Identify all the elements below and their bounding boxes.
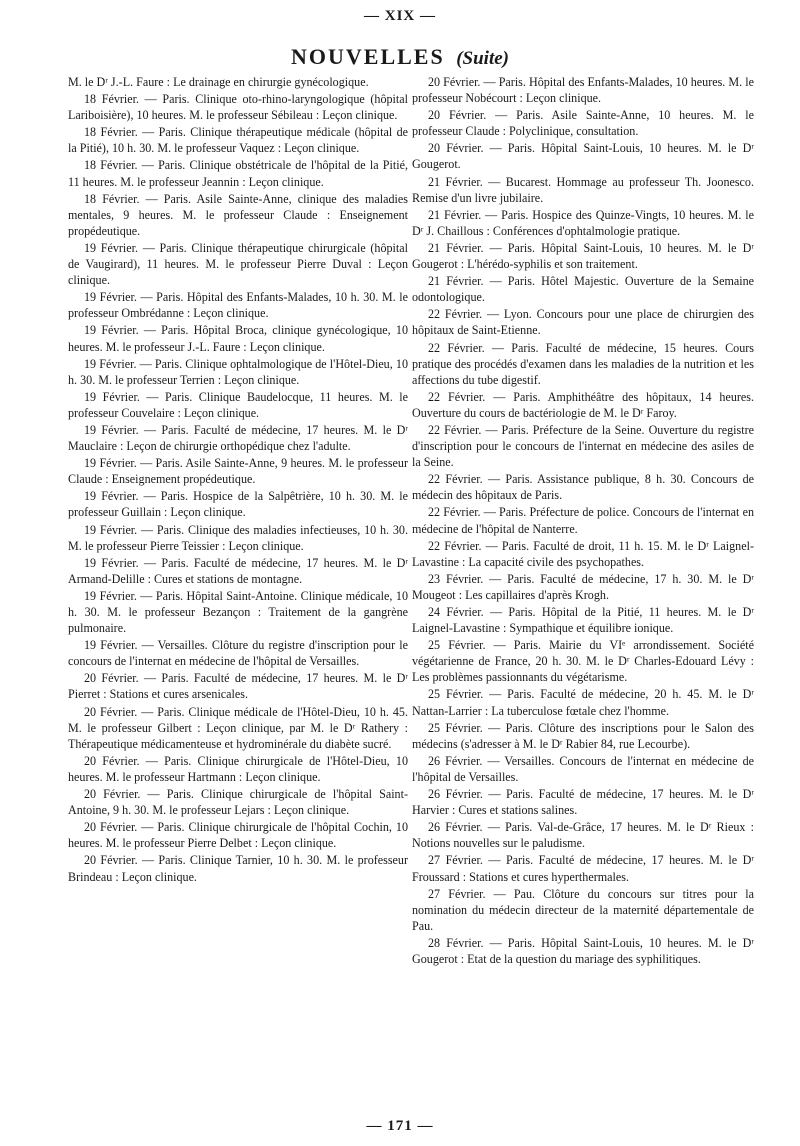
news-entry: 19 Février. — Paris. Faculté de médecine, 17 heures. M. le Dʳ Mauclaire : Leçon de chirurgie orthopédique chez l'adulte. xyxy=(68,422,408,454)
news-entry: 20 Février. — Paris. Hôpital des Enfants-Malades, 10 heures. M. le professeur Nobécourt : Leçon clinique. xyxy=(412,75,754,106)
news-entry: 20 Février. — Paris. Clinique Tarnier, 10 h. 30. M. le professeur Brindeau : Leçon clinique. xyxy=(68,853,408,884)
news-entry: 25 Février. — Paris. Mairie du VIᵉ arrondissement. Société végétarienne de France, 20 h. 30. M. le Dʳ Charles-Edouard Lévy : Les problèmes passionnants du végétarisme. xyxy=(412,638,754,685)
news-entry: 22 Février. — Paris. Préfecture de police. Concours de l'internat en médecine de l'hôpital de Nanterre. xyxy=(412,505,754,536)
news-entry: 27 Février. — Paris. Faculté de médecine, 17 heures. M. le Dʳ Froussard : Stations et cures hyperthermales. xyxy=(412,853,754,884)
news-entry: 21 Février. — Bucarest. Hommage au professeur Th. Joonesco. Remise d'un livre jubilaire. xyxy=(412,174,754,205)
section-heading xyxy=(0,44,800,72)
news-entry: 27 Février. — Pau. Clôture du concours sur titres pour la nomination du médecin directeur de la maternité départementale de Pau. xyxy=(412,886,754,933)
page-number: — 171 — xyxy=(366,1118,434,1134)
news-entry: 21 Février. — Paris. Hôtel Majestic. Ouverture de la Semaine odontologique. xyxy=(412,274,754,305)
news-entry: 19 Février. — Paris. Asile Sainte-Anne, 9 heures. M. le professeur Claude : Enseignement propédeutique. xyxy=(68,456,408,487)
roman-page-number: — XIX — xyxy=(363,8,436,24)
news-entry: 19 Février. — Paris. Hôpital Saint-Antoine. Clinique médicale, 10 h. 30. M. le professeur Bezançon : Traitement de la gangrène pulmonaire. xyxy=(68,588,408,636)
news-entry: 23 Février. — Paris. Faculté de médecine, 17 h. 30. M. le Dʳ Mougeot : Les capillaires d'après Krogh. xyxy=(412,571,754,602)
right-column xyxy=(412,74,754,968)
news-entry: 18 Février. — Paris. Clinique thérapeutique médicale (hôpital de la Pitié), 10 h. 30. M. le professeur Vaquez : Leçon clinique. xyxy=(68,125,408,156)
news-entry: 19 Février. — Paris. Clinique thérapeutique chirurgicale (hôpital de Vaugirard), 11 heures. M. le professeur Pierre Duval : Leçon clinique. xyxy=(68,240,408,288)
news-entry: 19 Février. — Paris. Hôpital des Enfants-Malades, 10 h. 30. M. le professeur Ombrédanne : Leçon clinique. xyxy=(68,290,408,321)
news-entry: 25 Février. — Paris. Clôture des inscriptions pour le Salon des médecins (s'adresser à M. le Dʳ Rabier 84, rue Lecourbe). xyxy=(412,720,754,751)
news-entry: 22 Février. — Paris. Préfecture de la Seine. Ouverture du registre d'inscription pour le concours de l'internat en médecine des asiles de la Seine. xyxy=(412,422,754,470)
news-entry: 20 Février. — Paris. Hôpital Saint-Louis, 10 heures. M. le Dʳ Gougerot. xyxy=(412,141,754,172)
news-entry: 24 Février. — Paris. Hôpital de la Pitié, 11 heures. M. le Dʳ Laignel-Lavastine : Sympathique et équilibre ionique. xyxy=(412,605,754,636)
section-title: NOUVELLES xyxy=(291,44,445,69)
news-entry: 19 Février. — Paris. Clinique ophtalmologique de l'Hôtel-Dieu, 10 h. 30. M. le professeur Terrien : Leçon clinique. xyxy=(68,356,408,387)
news-entry: 26 Février. — Paris. Faculté de médecine, 17 heures. M. le Dʳ Harvier : Cures et stations salines. xyxy=(412,787,754,818)
news-entry: 19 Février. — Paris. Clinique Baudelocque, 11 heures. M. le professeur Couvelaire : Leçon clinique. xyxy=(68,389,408,420)
news-entry: M. le Dʳ J.-L. Faure : Le drainage en chirurgie gynécologique. xyxy=(68,75,369,89)
news-entry: 28 Février. — Paris. Hôpital Saint-Louis, 10 heures. M. le Dʳ Gougerot : Etat de la question du mariage des syphilitiques. xyxy=(412,935,754,966)
news-entry: 21 Février. — Paris. Hôpital Saint-Louis, 10 heures. M. le Dʳ Gougerot : L'hérédo-syphilis et son traitement. xyxy=(412,240,754,272)
news-entry: 20 Février. — Paris. Clinique médicale de l'Hôtel-Dieu, 10 h. 45. M. le professeur Gilbert : Leçon clinique, par M. le Dʳ Rathery : Thérapeutique médicamenteuse et hydrominérale du diabète sucré. xyxy=(68,704,408,751)
news-entry: 20 Février. — Paris. Clinique chirurgicale de l'hôpital Cochin, 10 heures. M. le professeur Pierre Delbet : Leçon clinique. xyxy=(68,820,408,851)
news-entry: 22 Février. — Lyon. Concours pour une place de chirurgien des hôpitaux de Saint-Etienne. xyxy=(412,307,754,338)
news-entry: 22 Février. — Paris. Amphithéâtre des hôpitaux, 14 heures. Ouverture du cours de bactériologie de M. le Dʳ Faroy. xyxy=(412,389,754,420)
news-entry: 19 Février. — Paris. Hospice de la Salpêtrière, 10 h. 30. M. le professeur Guillain : Leçon clinique. xyxy=(68,489,408,520)
news-entry: 19 Février. — Paris. Hôpital Broca, clinique gynécologique, 10 heures. M. le professeur J.-L. Faure : Leçon clinique. xyxy=(68,323,408,354)
news-entry: 20 Février. — Paris. Clinique chirurgicale de l'Hôtel-Dieu, 10 heures. M. le professeur Hartmann : Leçon clinique. xyxy=(68,753,408,784)
news-entry: 20 Février. — Paris. Asile Sainte-Anne, 10 heures. M. le professeur Claude : Polyclinique, consultation. xyxy=(412,108,754,139)
news-entry: 19 Février. — Paris. Faculté de médecine, 17 heures. M. le Dʳ Armand-Delille : Cures et stations de montagne. xyxy=(68,555,408,586)
news-entry: 26 Février. — Versailles. Concours de l'internat en médecine de l'hôpital de Versailles. xyxy=(412,753,754,784)
news-entry: 20 Février. — Paris. Faculté de médecine, 17 heures. M. le Dʳ Pierret : Stations et cures arsenicales. xyxy=(68,671,408,702)
news-entry: 25 Février. — Paris. Faculté de médecine, 20 h. 45. M. le Dʳ Nattan-Larrier : La tuberculose fœtale chez l'homme. xyxy=(412,687,754,718)
news-entry: 22 Février. — Paris. Faculté de médecine, 15 heures. Cours pratique des procédés d'examen dans les maladies de la nutrition et les affections du tube digestif. xyxy=(412,340,754,387)
news-entry: 19 Février. — Paris. Clinique des maladies infectieuses, 10 h. 30. M. le professeur Pierre Teissier : Leçon clinique. xyxy=(68,522,408,553)
news-entry: 22 Février. — Paris. Assistance publique, 8 h. 30. Concours de médecin des hôpitaux de Paris. xyxy=(412,472,754,503)
news-entry: 18 Février. — Paris. Asile Sainte-Anne, clinique des maladies mentales, 9 heures. M. le professeur Claude : Enseignement propédeutique. xyxy=(68,191,408,238)
news-entry: 18 Février. — Paris. Clinique oto-rhino-laryngologique (hôpital Lariboisière), 10 heures. M. le professeur Sébileau : Leçon clinique. xyxy=(68,92,408,123)
left-column xyxy=(68,74,408,886)
news-entry: 20 Février. — Paris. Clinique chirurgicale de l'hôpital Saint-Antoine, 9 h. 30. M. le professeur Lejars : Leçon clinique. xyxy=(68,787,408,818)
news-entry: 21 Février. — Paris. Hospice des Quinze-Vingts, 10 heures. M. le Dʳ J. Chaillous : Conférences d'ophtalmologie pratique. xyxy=(412,207,754,238)
news-entry: 18 Février. — Paris. Clinique obstétricale de l'hôpital de la Pitié, 11 heures. M. le professeur Jeannin : Leçon clinique. xyxy=(68,158,408,189)
news-entry: 19 Février. — Versailles. Clôture du registre d'inscription pour le concours de l'internat en médecine de l'hôpital de Versailles. xyxy=(68,638,408,669)
section-subtitle: (Suite) xyxy=(456,48,509,69)
news-entry: 26 Février. — Paris. Val-de-Grâce, 17 heures. M. le Dʳ Rieux : Notions nouvelles sur le paludisme. xyxy=(412,820,754,851)
news-entry: 22 Février. — Paris. Faculté de droit, 11 h. 15. M. le Dʳ Laignel-Lavastine : La capacité civile des psychopathes. xyxy=(412,538,754,569)
